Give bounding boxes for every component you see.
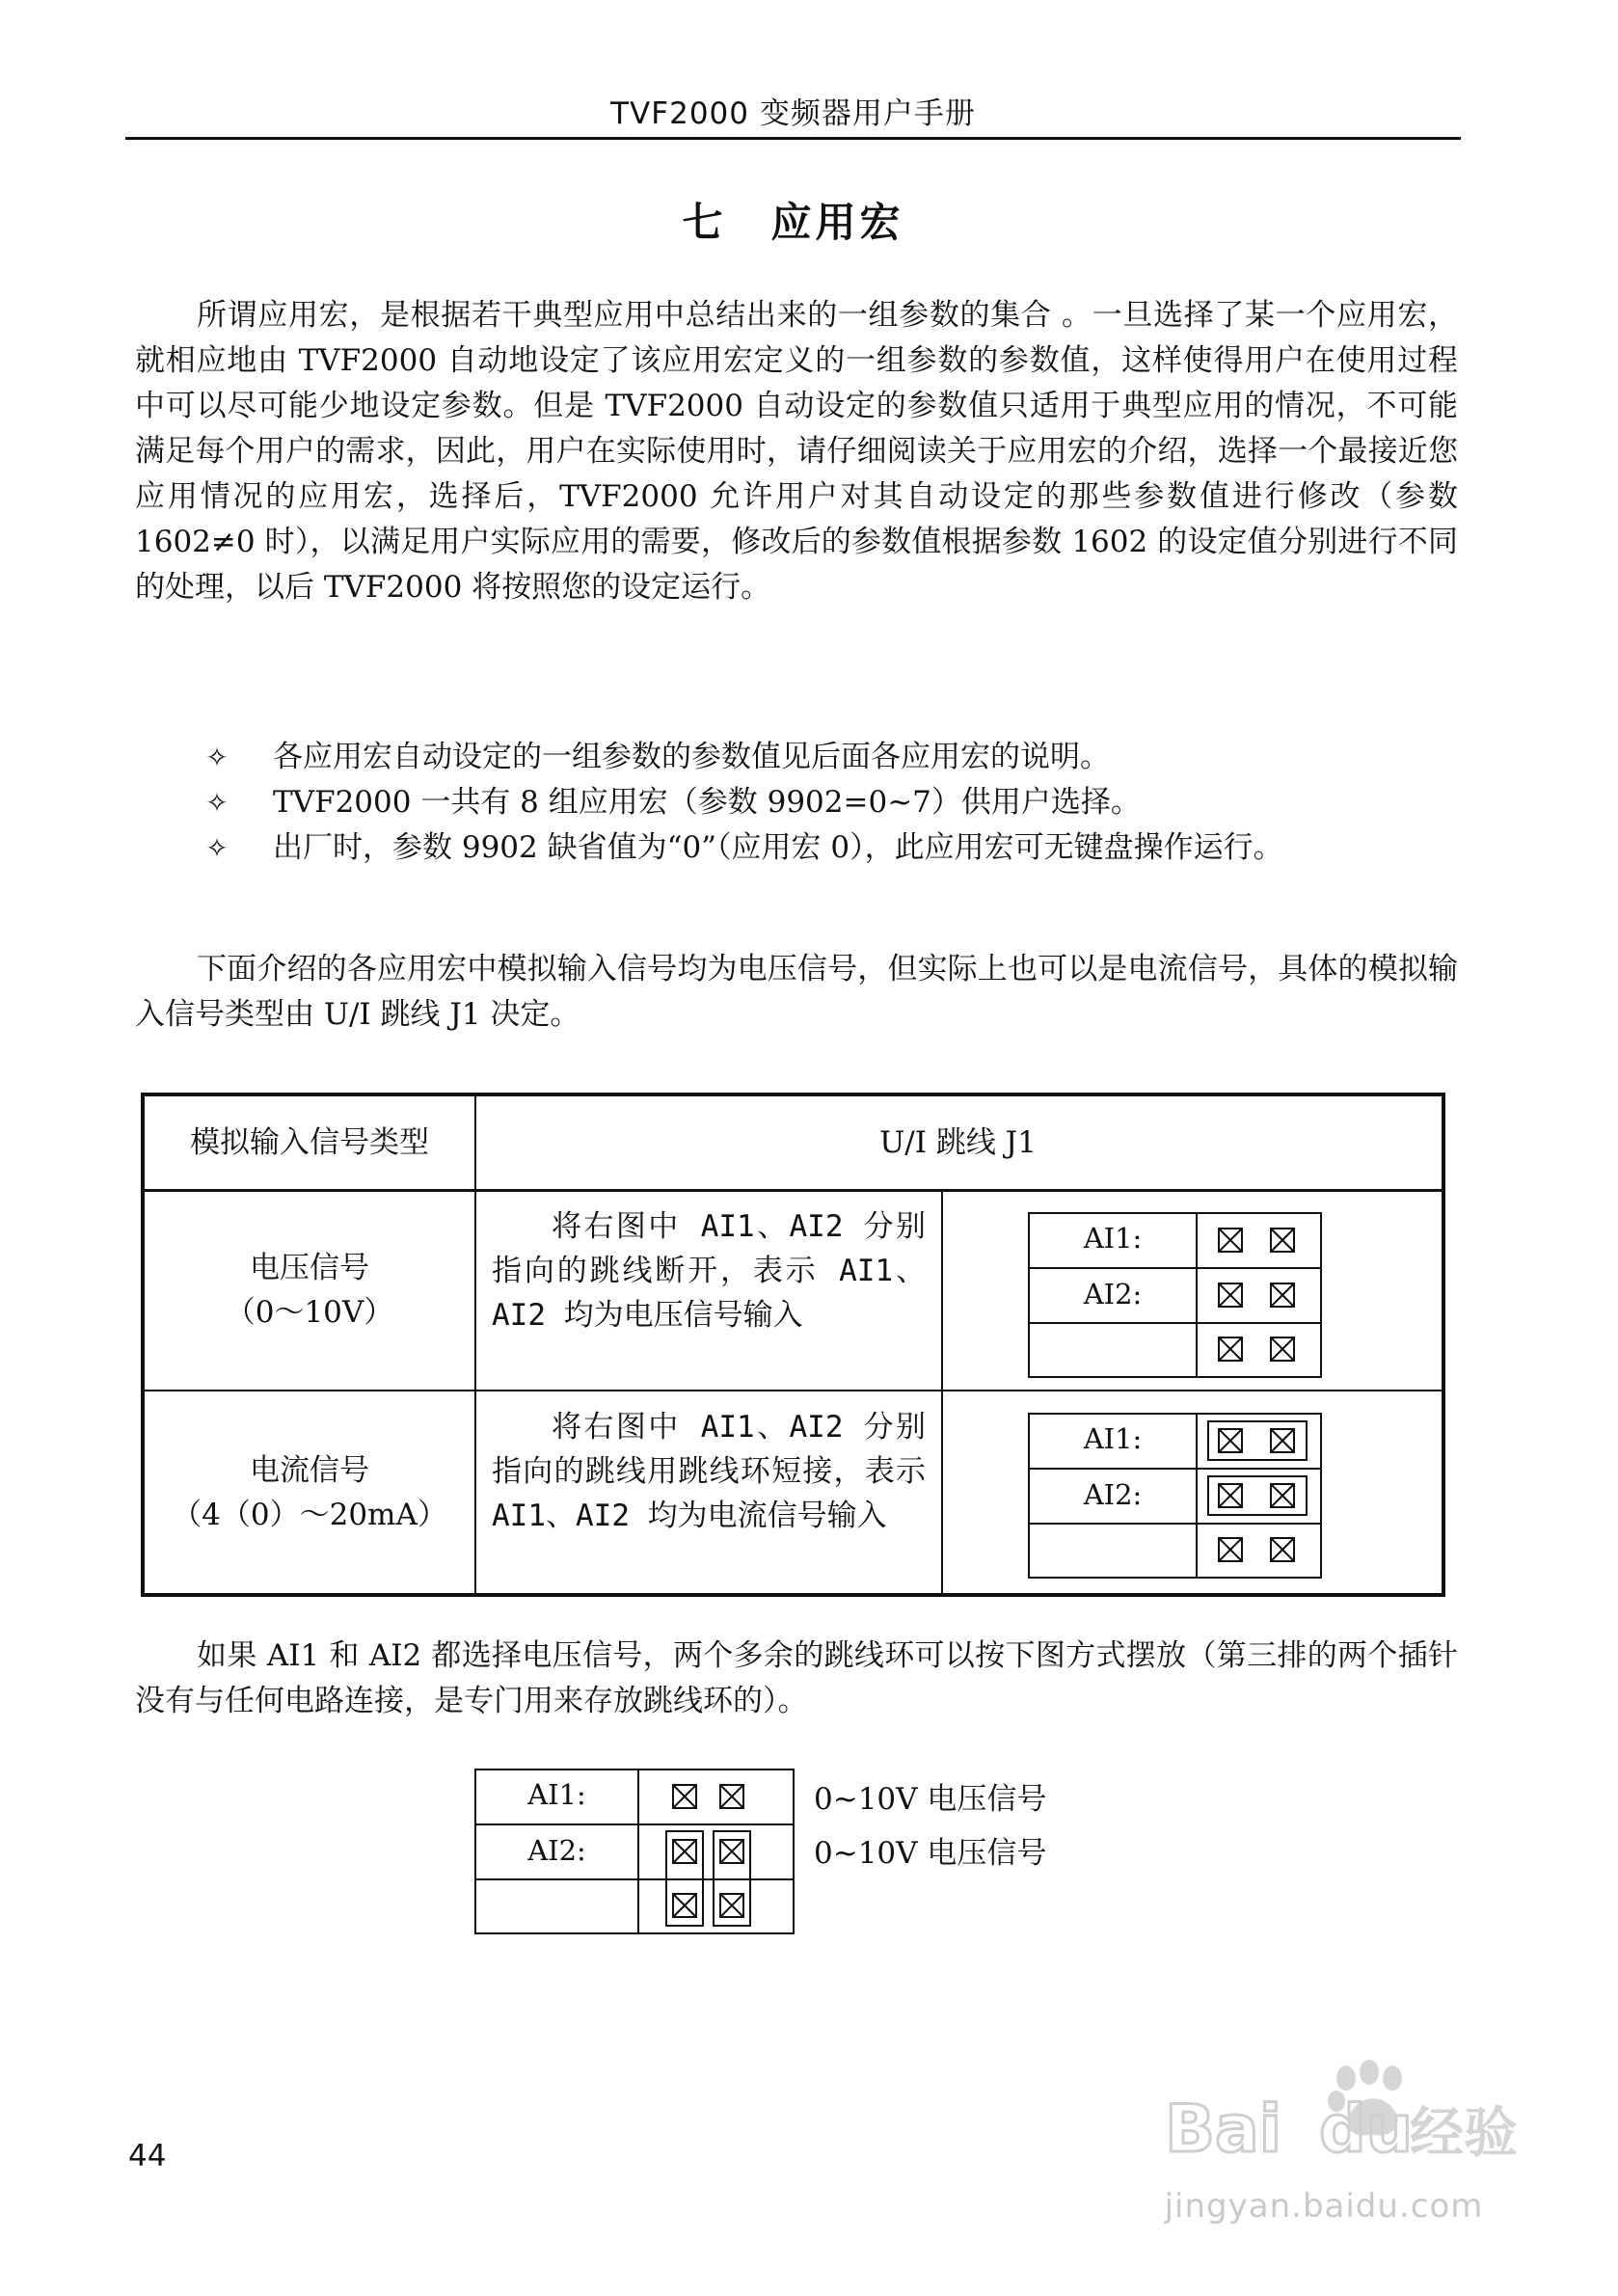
signal-type-range: （4（0）～20mA）: [172, 1497, 447, 1532]
bullet-item: [198, 780, 1461, 825]
jumper-diagram-divider: [1030, 1267, 1320, 1269]
storage-note-paragraph: 如果 AI1 和 AI2 都选择电压信号，两个多余的跳线环可以按下图方式摆放（第三排的两个插针没有与任何电路连接，是专门用来存放跳线环的）。: [135, 1638, 1458, 1718]
jumper-pin-icon: [1218, 1483, 1243, 1508]
jumper-label-ai2: AI2:: [1083, 1278, 1143, 1310]
bullet-item: [198, 735, 1461, 780]
jumper-pin-icon: [1218, 1428, 1243, 1453]
table-header-jumper: U/I 跳线 J1: [879, 1125, 1037, 1160]
table-divider: [941, 1189, 943, 1593]
chapter-title: 七 应用宏: [682, 199, 904, 246]
bullet-list: [198, 735, 1461, 871]
watermark-url: jingyan.baidu.com: [1164, 2187, 1484, 2226]
jumper-diagram-current: [1028, 1413, 1322, 1579]
jumper-pin-icon: [672, 1839, 697, 1864]
jumper-diagram-storage: [474, 1769, 795, 1934]
diamond-bullet-icon: ✧: [205, 742, 229, 773]
bullet-item: [198, 825, 1461, 871]
analog-note-paragraph: 下面介绍的各应用宏中模拟输入信号均为电压信号，但实际上也可以是电流信号，具体的模拟输入信号类型由 U/I 跳线 J1 决定。: [135, 952, 1458, 1032]
signal-type-name: 电流信号: [250, 1452, 369, 1488]
svg-text:du: du: [1319, 2092, 1414, 2165]
jumper-diagram-divider: [1196, 1415, 1198, 1577]
diamond-bullet-icon: ✧: [205, 787, 229, 819]
bullet-text: 出厂时，参数 9902 缺省值为“0”（应用宏 0），此应用宏可无键盘操作运行。: [273, 830, 1283, 865]
svg-text:经验: 经验: [1410, 2102, 1518, 2165]
table-row-voltage-description: 将右图中 AI1、AI2 分别指向的跳线断开，表示 AI1、AI2 均为电压信号输入: [492, 1209, 926, 1333]
bullet-text: TVF2000 一共有 8 组应用宏（参数 9902=0~7）供用户选择。: [273, 785, 1141, 820]
signal-type-name: 电压信号: [250, 1251, 369, 1285]
jumper-label-ai2: AI2:: [527, 1834, 586, 1867]
jumper-pin-icon: [672, 1784, 697, 1809]
svg-text:Bai: Bai: [1165, 2092, 1282, 2165]
table-header-signal-type: 模拟输入信号类型: [190, 1125, 429, 1160]
jumper-label-ai2: AI2:: [1083, 1478, 1143, 1511]
jumper-pin-icon: [1270, 1483, 1295, 1508]
jumper-label-ai1: AI1:: [1083, 1222, 1143, 1255]
jumper-pin-icon: [1270, 1228, 1295, 1253]
jumper-diagram-divider: [1030, 1523, 1320, 1525]
jumper-pin-icon: [1270, 1337, 1295, 1362]
jumper-diagram-divider: [1030, 1468, 1320, 1470]
jumper-diagram-divider: [1030, 1322, 1320, 1324]
storage-signal-label-ai2: 0~10V 电压信号: [814, 1836, 1047, 1871]
page-number: 44: [128, 2139, 167, 2174]
jumper-pin-icon: [672, 1893, 697, 1918]
jumper-pin-icon: [1270, 1283, 1295, 1308]
table-divider: [474, 1096, 476, 1593]
running-header: TVF2000 变频器用户手册: [610, 96, 976, 131]
jumper-diagram-voltage: [1028, 1212, 1322, 1378]
jumper-label-ai1: AI1:: [527, 1778, 586, 1811]
storage-signal-label-ai1: 0~10V 电压信号: [814, 1782, 1047, 1817]
bullet-text: 各应用宏自动设定的一组参数的参数值见后面各应用宏的说明。: [273, 740, 1110, 774]
header-rule: [125, 137, 1461, 140]
jumper-pin-icon: [1270, 1428, 1295, 1453]
jumper-label-ai1: AI1:: [1083, 1422, 1143, 1455]
jumper-pin-icon: [719, 1784, 744, 1809]
table-row-voltage-type: [145, 1191, 474, 1390]
signal-type-range: （0～10V）: [225, 1295, 394, 1330]
jumper-pin-icon: [1218, 1537, 1243, 1562]
table-row-current-description: 将右图中 AI1、AI2 分别指向的跳线用跳线环短接，表示 AI1、AI2 均为电流信号输入: [492, 1410, 926, 1533]
jumper-diagram-divider: [637, 1770, 639, 1932]
jumper-diagram-divider: [476, 1823, 793, 1825]
jumper-pin-icon: [1218, 1283, 1243, 1308]
baidu-jingyan-logo-icon: [1157, 2059, 1533, 2165]
table-row-current-type: [145, 1391, 474, 1593]
jumper-pin-icon: [1218, 1337, 1243, 1362]
jumper-table: [141, 1093, 1445, 1597]
jumper-pin-icon: [719, 1893, 744, 1918]
jumper-diagram-divider: [1196, 1214, 1198, 1376]
diamond-bullet-icon: ✧: [205, 832, 229, 864]
intro-paragraph: 所谓应用宏，是根据若干典型应用中总结出来的一组参数的集合 。一旦选择了某一个应用宏，就相应地由 TVF2000 自动地设定了该应用宏定义的一组参数的参数值，这样使得用户在使用过程中可以尽可能少地设定参数。但是 TVF2000 自动设定的参数值只适用于典型应用的情况，不可能满足每个用户的需求，因此，用户在实际使用时，请仔细阅读关于应用宏的介绍，选择一个最接近您应用情况的应用宏，选择后，TVF2000 允许用户对其自动设定的那些参数值进行修改（参数 1602≠0 时），以满足用户实际应用的需要，修改后的参数值根据参数 1602 的设定值分别进行不同的处理，以后 TVF2000 将按照您的设定运行。: [135, 298, 1458, 605]
jumper-pin-icon: [1218, 1228, 1243, 1253]
jumper-pin-icon: [719, 1839, 744, 1864]
jumper-pin-icon: [1270, 1537, 1295, 1562]
